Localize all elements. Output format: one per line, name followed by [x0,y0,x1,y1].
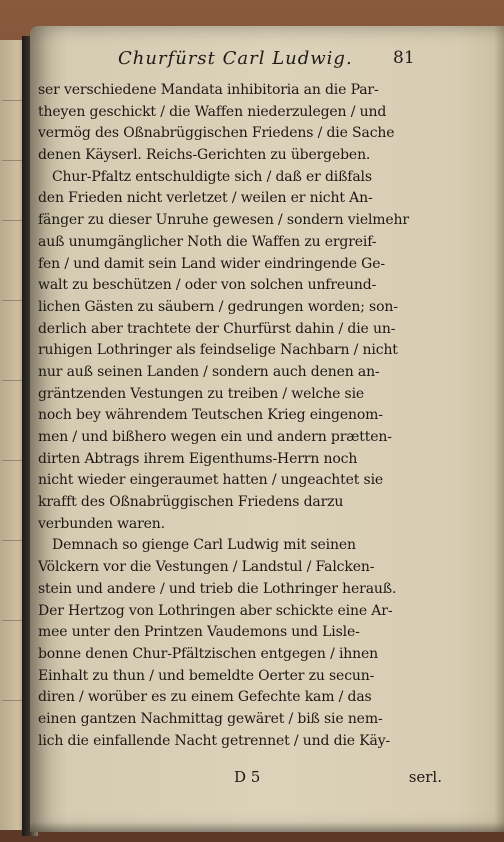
text-line: auß unumgänglicher Noth die Waffen zu ergreif- [38,233,377,250]
text-line: lich die einfallende Nacht getrennet / und die Käy- [38,732,391,749]
text-line: Demnach so gienge Carl Ludwig mit seinen [52,537,356,554]
text-line: Völckern vor die Vestungen / Landstul / Falcken- [38,559,375,576]
text-line: ser verschiedene Mandata inhibitoria an die Par- [38,82,379,98]
text-line: lichen Gästen zu säubern / gedrungen worden; son- [38,298,398,315]
page-number: 81 [393,48,415,68]
text-line: denen Käyserl. Reichs-Gerichten zu übergeben. [38,147,371,164]
page-header [38,48,438,80]
page-footer [38,768,450,792]
bottom-shadow [30,822,504,832]
text-line: mee unter den Printzen Vaudemons und Lisle- [38,624,360,641]
signature-mark: D 5 [234,768,261,786]
page-edge-shadow [494,26,504,832]
running-head: Churfürst Carl Ludwig. [118,48,353,69]
catchword: serl. [408,768,442,786]
text-line: ruhigen Lothringer als feindselige Nachbarn / nicht [38,342,398,359]
text-line: derlich aber trachtete der Churfürst dahin / die un- [38,320,396,337]
text-line: walt zu beschützen / oder von solchen unfreund- [38,277,377,294]
text-line: vermög des Oßnabrüggischen Friedens / die Sache [38,125,395,142]
text-line: fänger zu dieser Unruhe gewesen / sondern vielmehr [38,212,409,229]
text-line: men / und bißhero wegen ein und andern prætten- [38,429,392,445]
text-line: dirten Abtrags ihrem Eigenthums-Herrn noch [38,450,358,467]
text-line: stein und andere / und trieb die Lothringer herauß. [38,580,397,597]
text-line: krafft des Oßnabrüggischen Friedens darzu [38,494,344,511]
text-line: theyen geschickt / die Waffen niederzulegen / und [38,103,387,120]
text-line: Chur-Pfaltz entschuldigte sich / daß er dißfals [52,168,372,185]
text-line: nicht wieder eingeraumet hatten / ungeachtet sie [38,472,384,489]
text-line: den Frieden nicht verletzet / weilen er nicht An- [38,190,373,207]
text-line: gräntzenden Vestungen zu treiben / welche sie [38,385,365,402]
text-line: fen / und damit sein Land wider eindringende Ge- [38,255,385,272]
text-line: nur auß seinen Landen / sondern auch denen an- [38,363,380,380]
text-line: verbunden waren. [38,515,165,532]
text-line: einen gantzen Nachmittag gewäret / biß sie nem- [38,710,383,727]
text-line: Einhalt zu thun / und bemeldte Oerter zu secun- [38,667,375,684]
text-line: diren / worüber es zu einem Gefechte kam / das [38,689,372,706]
text-line: bonne denen Chur-Pfältzischen entgegen / ihnen [38,645,379,662]
text-line: noch bey währendem Teutschen Krieg eingenom- [38,407,383,424]
body-text [38,80,450,749]
text-line: Der Hertzog von Lothringen aber schickte eine Ar- [38,602,393,619]
